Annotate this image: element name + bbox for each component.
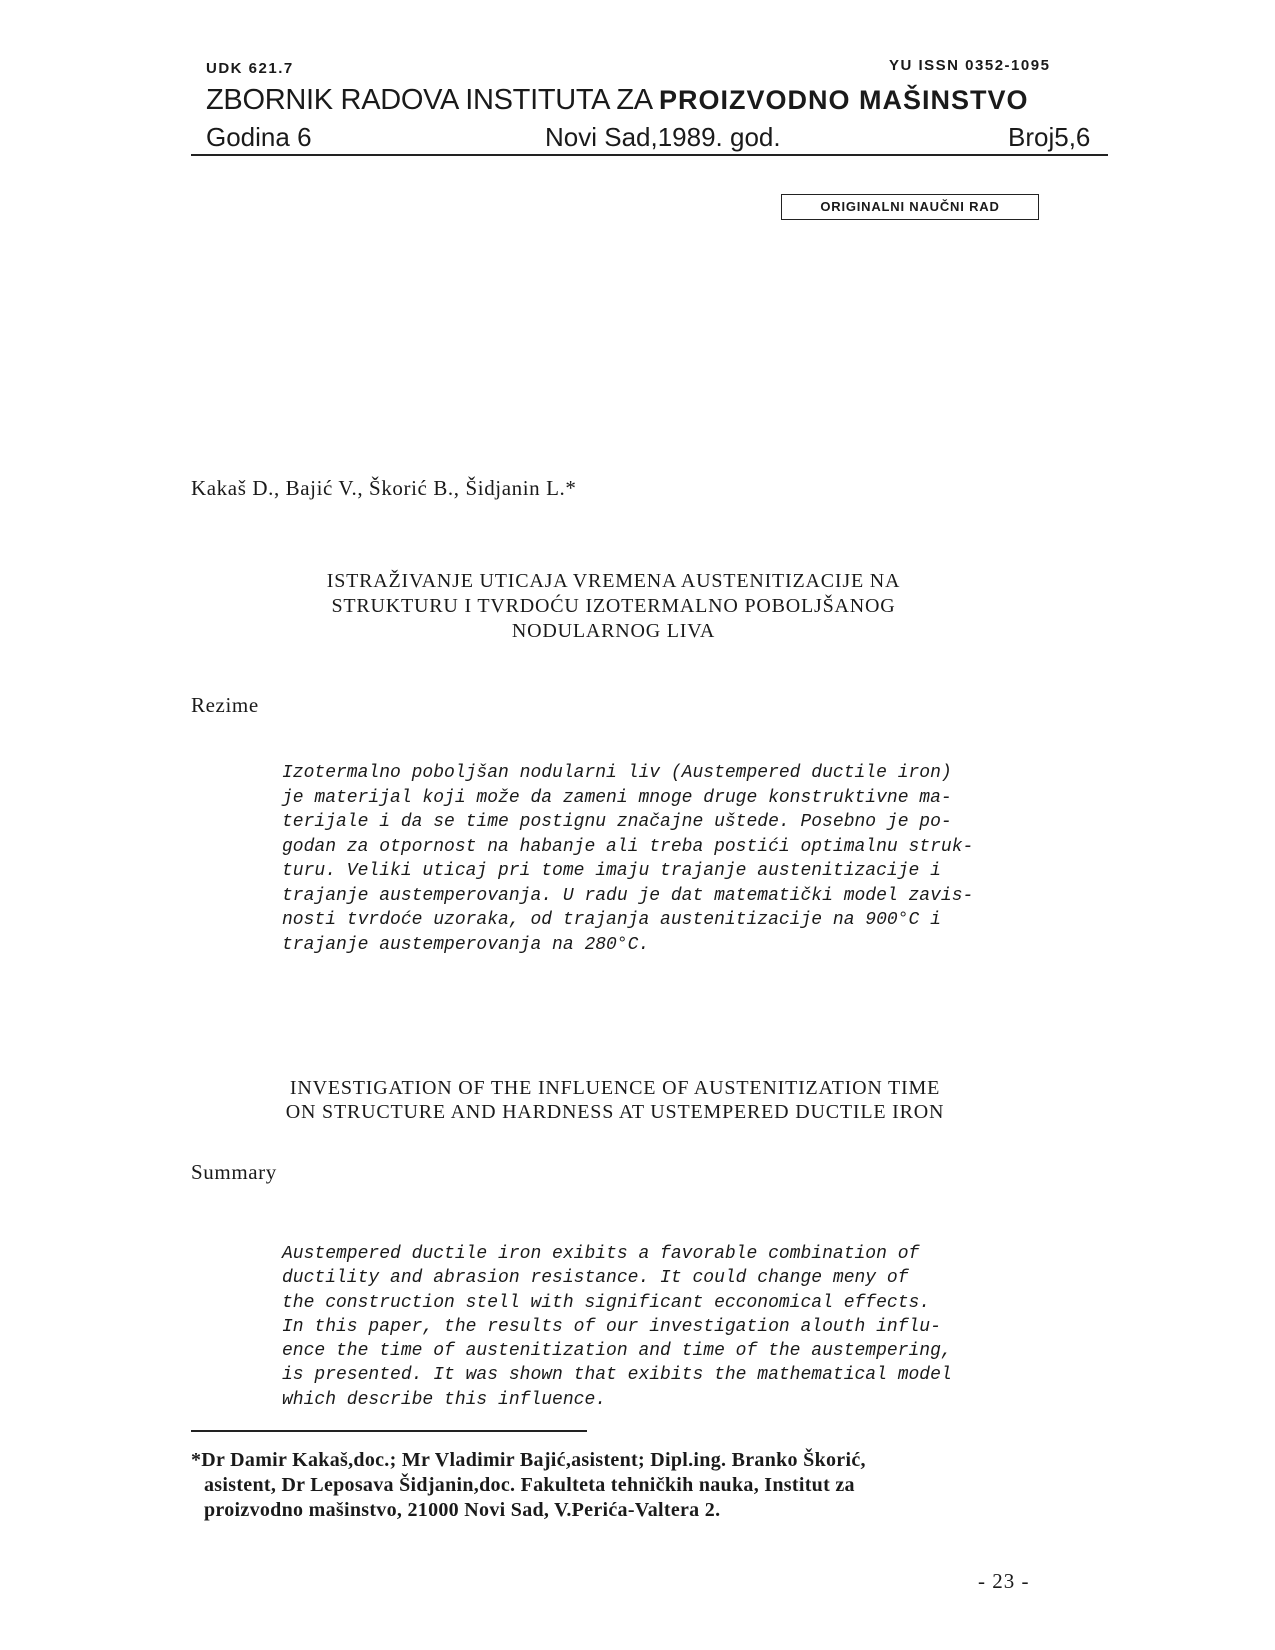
abstract-line: Izotermalno poboljšan nodularni liv (Austempered ductile iron)	[282, 763, 952, 783]
title-serbian	[250, 569, 977, 644]
footnote-line: proizvodno mašinstvo, 21000 Novi Sad, V.Perića-Valtera 2.	[204, 1499, 721, 1521]
abstract-line: terijale i da se time postignu značajne uštede. Posebno je po-	[282, 812, 952, 832]
udk-code: UDK 621.7	[206, 60, 294, 77]
title-serbian-line: NODULARNOG LIVA	[511, 620, 716, 642]
abstract-serbian-heading: Rezime	[191, 693, 259, 717]
author-affiliation-footnote	[191, 1448, 1106, 1523]
abstract-line: is presented. It was shown that exibits the mathematical model	[282, 1365, 952, 1386]
abstract-line: In this paper, the results of our investigation alouth influ-	[282, 1316, 941, 1337]
volume-year: Godina 6	[206, 122, 312, 152]
abstract-line: which describe this influence.	[282, 1389, 607, 1410]
title-english-line: INVESTIGATION OF THE INFLUENCE OF AUSTENITIZATION TIME	[289, 1077, 941, 1099]
abstract-line: turu. Veliki uticaj pri tome imaju trajanje austenitizacije i	[282, 861, 941, 881]
abstract-line: nosti tvrdoće uzoraka, od trajanja austenitizacije na 900°C i	[282, 910, 941, 930]
paper-type-badge: ORIGINALNI NAUČNI RAD	[781, 194, 1039, 220]
footnote-rule	[191, 1430, 587, 1432]
issn-code: YU ISSN 0352-1095	[889, 57, 1051, 74]
abstract-line: ductility and abrasion resistance. It could change meny of	[282, 1268, 909, 1289]
issue-number: Broj5,6	[1008, 122, 1091, 152]
abstract-line: trajanje austemperovanja na 280°C.	[282, 934, 650, 955]
abstract-line: the construction stell with significant ecconomical effects.	[282, 1292, 931, 1313]
abstract-line: je materijal koji može da zameni mnoge druge konstruktivne ma-	[282, 787, 952, 808]
place-date: Novi Sad,1989. god.	[545, 122, 781, 152]
journal-title	[206, 84, 1029, 117]
footnote-line: asistent, Dr Leposava Šidjanin,doc. Fakulteta tehničkih nauka, Institut za	[204, 1474, 855, 1496]
abstract-line: trajanje austemperovanja. U radu je dat matematički model zavis-	[282, 885, 974, 906]
authors-line: Kakaš D., Bajić V., Škorić B., Šidjanin L.*	[191, 476, 577, 500]
footnote-line: *Dr Damir Kakaš,doc.; Mr Vladimir Bajić,asistent; Dipl.ing. Branko Škorić,	[191, 1449, 866, 1471]
abstract-english	[282, 1242, 1042, 1412]
abstract-line: Austempered ductile iron exibits a favorable combination of	[282, 1244, 920, 1264]
page-number: - 23 -	[978, 1569, 1030, 1593]
abstract-line: godan za otpornost na habanje ali treba postići optimalnu struk-	[282, 836, 974, 857]
header-rule	[191, 154, 1108, 156]
title-english-line: ON STRUCTURE AND HARDNESS AT USTEMPERED DUCTILE IRON	[285, 1101, 945, 1123]
abstract-serbian	[282, 761, 1062, 957]
abstract-english-heading: Summary	[191, 1160, 277, 1184]
title-english	[215, 1076, 1015, 1124]
title-serbian-line: ISTRAŽIVANJE UTICAJA VREMENA AUSTENITIZACIJE NA	[326, 570, 901, 592]
abstract-line: ence the time of austenitization and time of the austempering,	[282, 1341, 952, 1362]
journal-title-prefix: ZBORNIK RADOVA INSTITUTA ZA	[206, 84, 659, 116]
title-serbian-line: STRUKTURU I TVRDOĆU IZOTERMALNO POBOLJŠANOG	[331, 595, 896, 617]
journal-title-bold: PROIZVODNO MAŠINSTVO	[658, 85, 1029, 115]
